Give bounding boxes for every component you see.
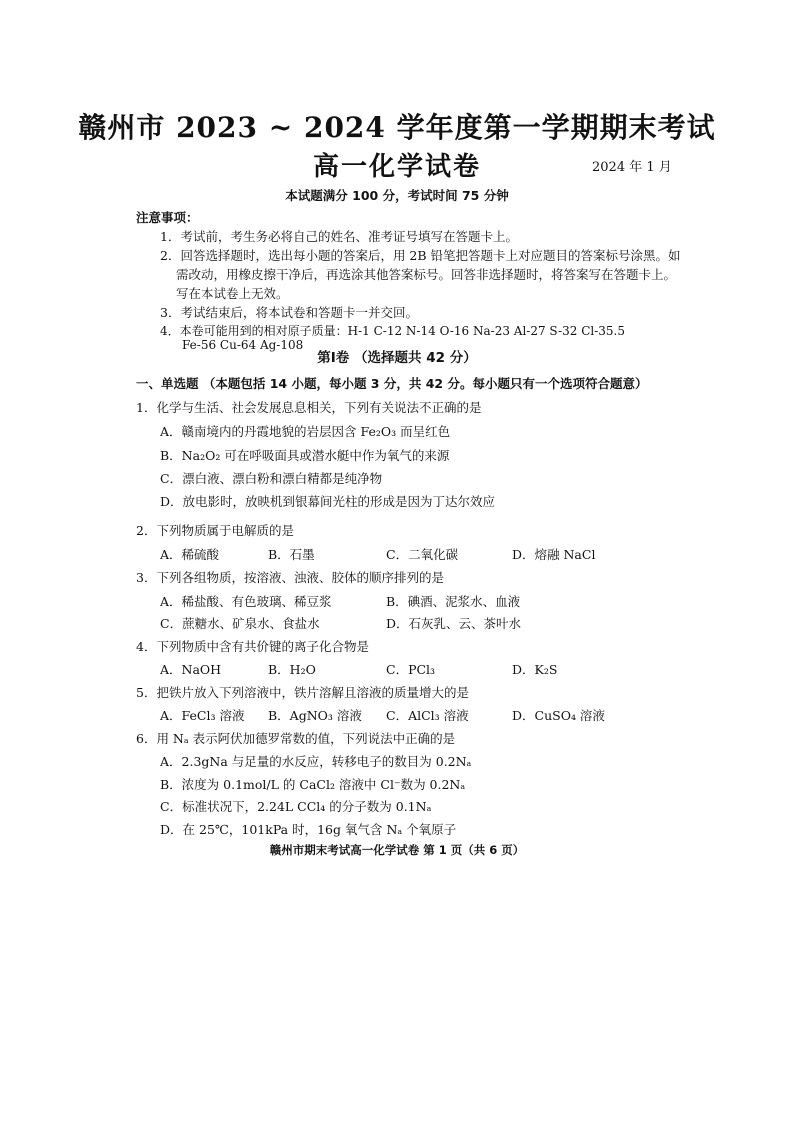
question-option: C．蔗糖水、矿泉水、食盐水 xyxy=(160,616,320,631)
notice-heading: 注意事项： xyxy=(136,210,199,225)
page-footer: 赣州市期末考试高一化学试卷 第 1 页（共 6 页） xyxy=(269,843,525,857)
question-option: A．稀硫酸 xyxy=(160,547,220,562)
question-option: D．石灰乳、云、茶叶水 xyxy=(386,616,522,631)
question-option: A．FeCl₃ 溶液 xyxy=(160,708,245,723)
question-option: C．标准状况下，2.24L CCl₄ 的分子数为 0.1Nₐ xyxy=(160,799,432,814)
exam-info: 本试题满分 100 分，考试时间 75 分钟 xyxy=(285,188,509,203)
question-option: D．放电影时，放映机到银幕间光柱的形成是因为丁达尔效应 xyxy=(160,494,496,509)
question-option: D．K₂S xyxy=(512,662,558,677)
question-option: A．赣南境内的丹霞地貌的岩层因含 Fe₂O₃ 而呈红色 xyxy=(160,424,451,439)
question-stem: 6．用 Nₐ 表示阿伏加德罗常数的值，下列说法中正确的是 xyxy=(136,731,456,746)
exam-date: 2024 年 1 月 xyxy=(592,160,672,175)
exam-title: 赣州市 2023 ~ 2024 学年度第一学期期末考试 xyxy=(78,111,716,144)
exam-subtitle: 高一化学试卷 xyxy=(312,152,481,182)
question-stem: 4．下列物质中含有共价键的离子化合物是 xyxy=(136,639,369,654)
question-option: C．二氧化碳 xyxy=(386,547,459,562)
question-option: A．NaOH xyxy=(160,662,222,677)
question-option: D．熔融 NaCl xyxy=(512,547,596,562)
notice-line: 2．回答选择题时，选出每小题的答案后，用 2B 铅笔把答题卡上对应题目的答案标号涂黑。如 xyxy=(160,248,681,263)
question-stem: 5．把铁片放入下列溶液中，铁片溶解且溶液的质量增大的是 xyxy=(136,685,469,700)
question-option: B．石墨 xyxy=(268,547,315,562)
question-option: A．稀盐酸、有色玻璃、稀豆浆 xyxy=(160,594,332,609)
notice-line: 3．考试结束后，将本试卷和答题卡一并交回。 xyxy=(160,305,418,320)
question-option: A．2.3gNa 与足量的水反应，转移电子的数目为 0.2Nₐ xyxy=(160,754,472,769)
question-option: B．浓度为 0.1mol/L 的 CaCl₂ 溶液中 Cl⁻数为 0.2Nₐ xyxy=(160,777,466,792)
part-heading: 一、单选题 （本题包括 14 小题，每小题 3 分，共 42 分。每小题只有一个选项符合题意） xyxy=(136,376,648,391)
question-stem: 1．化学与生活、社会发展息息相关，下列有关说法不正确的是 xyxy=(136,400,482,415)
notice-line: 需改动，用橡皮擦干净后，再选涂其他答案标号。回答非选择题时，将答案写在答题卡上。 xyxy=(176,267,677,282)
question-option: B．Na₂O₂ 可在呼吸面具或潜水艇中作为氧气的来源 xyxy=(160,448,450,463)
question-stem: 2．下列物质属于电解质的是 xyxy=(136,523,294,538)
question-option: C．AlCl₃ 溶液 xyxy=(386,708,469,723)
question-option: B．H₂O xyxy=(268,662,316,677)
question-option: D．在 25℃，101kPa 时，16g 氧气含 Nₐ 个氧原子 xyxy=(160,822,457,837)
notice-line: Fe-56 Cu-64 Ag-108 xyxy=(182,338,304,352)
question-option: B．AgNO₃ 溶液 xyxy=(268,708,362,723)
notice-line: 4．本卷可能用到的相对原子质量：H-1 C-12 N-14 O-16 Na-23 Al-27 S-32 Cl-35.5 xyxy=(160,324,626,338)
question-stem: 3．下列各组物质，按溶液、浊液、胶体的顺序排列的是 xyxy=(136,570,444,585)
notice-line: 写在本试卷上无效。 xyxy=(176,286,289,301)
question-option: C．PCl₃ xyxy=(386,662,436,677)
question-option: D．CuSO₄ 溶液 xyxy=(512,708,605,723)
section-title: 第Ⅰ卷 （选择题共 42 分） xyxy=(317,350,477,366)
notice-line: 1．考试前，考生务必将自己的姓名、准考证号填写在答题卡上。 xyxy=(160,229,518,244)
question-option: B．碘酒、泥浆水、血液 xyxy=(386,594,521,609)
question-option: C．漂白液、漂白粉和漂白精都是纯净物 xyxy=(160,471,383,486)
